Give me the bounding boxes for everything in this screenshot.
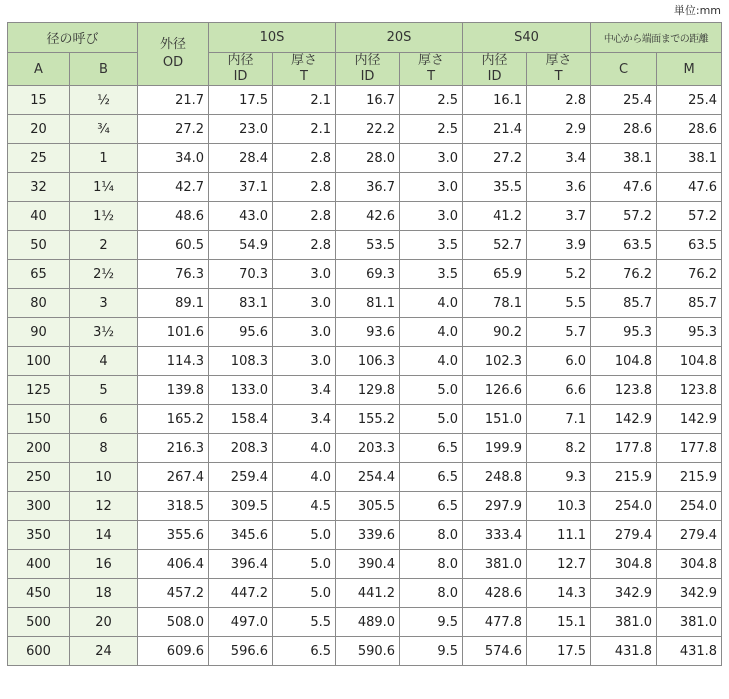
- cell-m: 63.5: [657, 231, 722, 260]
- cell-a: 15: [8, 86, 70, 115]
- cell-id-20s: 69.3: [336, 260, 400, 289]
- cell-id-s40: 65.9: [463, 260, 527, 289]
- cell-m: 431.8: [657, 637, 722, 666]
- cell-t-20s: 3.0: [400, 144, 463, 173]
- cell-id-10s: 447.2: [209, 579, 273, 608]
- cell-id-10s: 23.0: [209, 115, 273, 144]
- cell-t-20s: 6.5: [400, 463, 463, 492]
- cell-id-10s: 70.3: [209, 260, 273, 289]
- id-s40-header: 内径 ID: [463, 53, 527, 86]
- table-row: [8, 115, 722, 144]
- cell-id-20s: 254.4: [336, 463, 400, 492]
- cell-b: 14: [70, 521, 138, 550]
- cell-m: 123.8: [657, 376, 722, 405]
- cell-m: 381.0: [657, 608, 722, 637]
- cell-t-20s: 4.0: [400, 347, 463, 376]
- cell-od: 267.4: [138, 463, 209, 492]
- table-row: [8, 463, 722, 492]
- cell-t-s40: 17.5: [527, 637, 591, 666]
- cell-id-20s: 93.6: [336, 318, 400, 347]
- cell-t-s40: 14.3: [527, 579, 591, 608]
- cell-od: 216.3: [138, 434, 209, 463]
- cell-id-20s: 305.5: [336, 492, 400, 521]
- cell-od: 139.8: [138, 376, 209, 405]
- cell-b: ½: [70, 86, 138, 115]
- id-20s-header: 内径 ID: [336, 53, 400, 86]
- cell-id-s40: 248.8: [463, 463, 527, 492]
- table-header: [8, 23, 722, 86]
- cell-m: 47.6: [657, 173, 722, 202]
- cell-c: 431.8: [591, 637, 657, 666]
- cell-t-10s: 3.4: [273, 405, 336, 434]
- cell-id-10s: 133.0: [209, 376, 273, 405]
- cell-id-s40: 199.9: [463, 434, 527, 463]
- t-20s-header: 厚さ T: [400, 53, 463, 86]
- cell-id-20s: 155.2: [336, 405, 400, 434]
- cell-t-s40: 15.1: [527, 608, 591, 637]
- c-header: C: [591, 53, 657, 86]
- cell-b: 12: [70, 492, 138, 521]
- cell-t-s40: 6.0: [527, 347, 591, 376]
- cell-b: 20: [70, 608, 138, 637]
- cell-m: 254.0: [657, 492, 722, 521]
- cell-id-20s: 590.6: [336, 637, 400, 666]
- cell-t-10s: 3.0: [273, 260, 336, 289]
- cell-id-10s: 259.4: [209, 463, 273, 492]
- cell-t-10s: 2.1: [273, 115, 336, 144]
- cell-id-20s: 81.1: [336, 289, 400, 318]
- cell-t-s40: 2.9: [527, 115, 591, 144]
- table-row: [8, 289, 722, 318]
- od-label-en: OD: [162, 55, 184, 70]
- id-10s-header: 内径 ID: [209, 53, 273, 86]
- table-row: [8, 347, 722, 376]
- cell-b: 10: [70, 463, 138, 492]
- cell-id-10s: 95.6: [209, 318, 273, 347]
- cell-c: 95.3: [591, 318, 657, 347]
- cell-t-s40: 6.6: [527, 376, 591, 405]
- cell-t-20s: 9.5: [400, 608, 463, 637]
- cell-a: 200: [8, 434, 70, 463]
- schedule-10s-header: 10S: [209, 23, 336, 53]
- cell-id-10s: 309.5: [209, 492, 273, 521]
- cell-id-s40: 27.2: [463, 144, 527, 173]
- cell-a: 90: [8, 318, 70, 347]
- cell-id-10s: 345.6: [209, 521, 273, 550]
- cell-t-20s: 3.5: [400, 231, 463, 260]
- cell-m: 104.8: [657, 347, 722, 376]
- cell-t-s40: 9.3: [527, 463, 591, 492]
- cell-a: 65: [8, 260, 70, 289]
- cell-od: 89.1: [138, 289, 209, 318]
- table-row: [8, 608, 722, 637]
- cell-a: 500: [8, 608, 70, 637]
- cell-od: 76.3: [138, 260, 209, 289]
- cell-id-s40: 574.6: [463, 637, 527, 666]
- cell-od: 34.0: [138, 144, 209, 173]
- cell-t-20s: 6.5: [400, 434, 463, 463]
- cell-b: 1½: [70, 202, 138, 231]
- table-row: [8, 637, 722, 666]
- cell-id-20s: 53.5: [336, 231, 400, 260]
- od-label-jp: 外径: [160, 37, 187, 52]
- cell-c: 104.8: [591, 347, 657, 376]
- cell-c: 177.8: [591, 434, 657, 463]
- cell-od: 609.6: [138, 637, 209, 666]
- cell-od: 27.2: [138, 115, 209, 144]
- t-10s-header: 厚さ T: [273, 53, 336, 86]
- outer-diameter-header: [138, 23, 209, 86]
- table-row: [8, 318, 722, 347]
- cell-c: 142.9: [591, 405, 657, 434]
- cell-t-20s: 9.5: [400, 637, 463, 666]
- cell-t-20s: 3.5: [400, 260, 463, 289]
- cell-t-10s: 6.5: [273, 637, 336, 666]
- cell-c: 381.0: [591, 608, 657, 637]
- cell-t-20s: 4.0: [400, 289, 463, 318]
- cell-t-20s: 5.0: [400, 376, 463, 405]
- cell-t-s40: 3.6: [527, 173, 591, 202]
- cell-c: 279.4: [591, 521, 657, 550]
- cell-a: 400: [8, 550, 70, 579]
- table-body: [8, 86, 722, 666]
- cell-t-20s: 3.0: [400, 173, 463, 202]
- cell-c: 28.6: [591, 115, 657, 144]
- cell-b: 6: [70, 405, 138, 434]
- cell-t-20s: 5.0: [400, 405, 463, 434]
- cell-id-10s: 497.0: [209, 608, 273, 637]
- cell-od: 21.7: [138, 86, 209, 115]
- cell-a: 32: [8, 173, 70, 202]
- cell-od: 48.6: [138, 202, 209, 231]
- cell-t-10s: 5.0: [273, 550, 336, 579]
- cell-id-20s: 28.0: [336, 144, 400, 173]
- nominal-size-header: 径の呼び: [8, 23, 138, 53]
- cell-c: 57.2: [591, 202, 657, 231]
- cell-b: 2: [70, 231, 138, 260]
- cell-b: 2½: [70, 260, 138, 289]
- table-row: [8, 376, 722, 405]
- cell-t-s40: 3.4: [527, 144, 591, 173]
- cell-id-20s: 129.8: [336, 376, 400, 405]
- cell-m: 177.8: [657, 434, 722, 463]
- cell-t-20s: 8.0: [400, 550, 463, 579]
- cell-id-10s: 37.1: [209, 173, 273, 202]
- cell-id-10s: 54.9: [209, 231, 273, 260]
- cell-t-20s: 6.5: [400, 492, 463, 521]
- cell-id-s40: 297.9: [463, 492, 527, 521]
- cell-b: 16: [70, 550, 138, 579]
- cell-a: 450: [8, 579, 70, 608]
- cell-id-20s: 36.7: [336, 173, 400, 202]
- cell-id-10s: 43.0: [209, 202, 273, 231]
- cell-id-s40: 78.1: [463, 289, 527, 318]
- table-row: [8, 231, 722, 260]
- cell-c: 63.5: [591, 231, 657, 260]
- schedule-s40-header: S40: [463, 23, 591, 53]
- cell-a: 20: [8, 115, 70, 144]
- cell-c: 254.0: [591, 492, 657, 521]
- table-row: [8, 579, 722, 608]
- cell-t-10s: 5.0: [273, 579, 336, 608]
- cell-id-10s: 596.6: [209, 637, 273, 666]
- cell-id-s40: 333.4: [463, 521, 527, 550]
- cell-b: 3½: [70, 318, 138, 347]
- cell-t-20s: 2.5: [400, 86, 463, 115]
- cell-m: 279.4: [657, 521, 722, 550]
- cell-od: 165.2: [138, 405, 209, 434]
- cell-m: 342.9: [657, 579, 722, 608]
- cell-id-10s: 83.1: [209, 289, 273, 318]
- cell-id-20s: 339.6: [336, 521, 400, 550]
- cell-a: 350: [8, 521, 70, 550]
- cell-a: 25: [8, 144, 70, 173]
- cell-b: 3: [70, 289, 138, 318]
- cell-id-s40: 52.7: [463, 231, 527, 260]
- cell-m: 304.8: [657, 550, 722, 579]
- cell-t-10s: 2.1: [273, 86, 336, 115]
- cell-a: 300: [8, 492, 70, 521]
- cell-t-10s: 3.0: [273, 347, 336, 376]
- table-row: [8, 144, 722, 173]
- cell-m: 95.3: [657, 318, 722, 347]
- cell-t-10s: 4.5: [273, 492, 336, 521]
- cell-c: 38.1: [591, 144, 657, 173]
- cell-a: 150: [8, 405, 70, 434]
- cell-od: 406.4: [138, 550, 209, 579]
- cell-t-s40: 3.9: [527, 231, 591, 260]
- cell-c: 25.4: [591, 86, 657, 115]
- cell-t-s40: 5.7: [527, 318, 591, 347]
- cell-id-20s: 441.2: [336, 579, 400, 608]
- cell-t-20s: 8.0: [400, 521, 463, 550]
- table-row: [8, 434, 722, 463]
- cell-od: 355.6: [138, 521, 209, 550]
- cell-c: 76.2: [591, 260, 657, 289]
- cell-b: 4: [70, 347, 138, 376]
- cell-id-s40: 151.0: [463, 405, 527, 434]
- cell-od: 42.7: [138, 173, 209, 202]
- cell-t-10s: 4.0: [273, 434, 336, 463]
- cell-od: 101.6: [138, 318, 209, 347]
- cell-c: 85.7: [591, 289, 657, 318]
- cell-c: 47.6: [591, 173, 657, 202]
- cell-c: 215.9: [591, 463, 657, 492]
- cell-id-10s: 17.5: [209, 86, 273, 115]
- cell-t-10s: 2.8: [273, 202, 336, 231]
- cell-m: 38.1: [657, 144, 722, 173]
- cell-id-20s: 390.4: [336, 550, 400, 579]
- cell-t-10s: 4.0: [273, 463, 336, 492]
- table-row: [8, 173, 722, 202]
- cell-od: 457.2: [138, 579, 209, 608]
- cell-id-10s: 208.3: [209, 434, 273, 463]
- cell-t-10s: 2.8: [273, 173, 336, 202]
- cell-m: 76.2: [657, 260, 722, 289]
- cell-t-20s: 8.0: [400, 579, 463, 608]
- table-row: [8, 550, 722, 579]
- cell-od: 60.5: [138, 231, 209, 260]
- cell-b: ¾: [70, 115, 138, 144]
- cell-b: 18: [70, 579, 138, 608]
- cell-t-10s: 5.5: [273, 608, 336, 637]
- cell-b: 8: [70, 434, 138, 463]
- cell-b: 24: [70, 637, 138, 666]
- table-row: [8, 260, 722, 289]
- cell-t-s40: 10.3: [527, 492, 591, 521]
- cell-t-s40: 5.5: [527, 289, 591, 318]
- cell-m: 85.7: [657, 289, 722, 318]
- cell-id-20s: 42.6: [336, 202, 400, 231]
- a-header: A: [8, 53, 70, 86]
- cell-m: 25.4: [657, 86, 722, 115]
- cell-t-10s: 2.8: [273, 144, 336, 173]
- cell-id-20s: 16.7: [336, 86, 400, 115]
- cell-id-20s: 489.0: [336, 608, 400, 637]
- cell-t-20s: 4.0: [400, 318, 463, 347]
- cell-id-s40: 16.1: [463, 86, 527, 115]
- cell-c: 123.8: [591, 376, 657, 405]
- cell-m: 215.9: [657, 463, 722, 492]
- cell-a: 40: [8, 202, 70, 231]
- cell-t-10s: 3.0: [273, 318, 336, 347]
- cell-id-s40: 41.2: [463, 202, 527, 231]
- cell-id-s40: 126.6: [463, 376, 527, 405]
- cell-od: 318.5: [138, 492, 209, 521]
- cell-id-s40: 102.3: [463, 347, 527, 376]
- cell-m: 142.9: [657, 405, 722, 434]
- cell-t-10s: 3.4: [273, 376, 336, 405]
- cell-id-10s: 158.4: [209, 405, 273, 434]
- cell-t-s40: 8.2: [527, 434, 591, 463]
- cell-b: 1¼: [70, 173, 138, 202]
- cell-id-s40: 35.5: [463, 173, 527, 202]
- cell-m: 57.2: [657, 202, 722, 231]
- cell-t-s40: 5.2: [527, 260, 591, 289]
- table-row: [8, 202, 722, 231]
- cell-id-s40: 21.4: [463, 115, 527, 144]
- cell-t-20s: 3.0: [400, 202, 463, 231]
- cell-id-10s: 396.4: [209, 550, 273, 579]
- cell-id-s40: 381.0: [463, 550, 527, 579]
- cell-t-10s: 2.8: [273, 231, 336, 260]
- t-s40-header: 厚さ T: [527, 53, 591, 86]
- cell-a: 600: [8, 637, 70, 666]
- cell-t-10s: 5.0: [273, 521, 336, 550]
- cell-id-10s: 108.3: [209, 347, 273, 376]
- cell-id-s40: 477.8: [463, 608, 527, 637]
- cell-c: 304.8: [591, 550, 657, 579]
- cell-a: 80: [8, 289, 70, 318]
- table-row: [8, 86, 722, 115]
- cell-a: 100: [8, 347, 70, 376]
- cell-id-s40: 428.6: [463, 579, 527, 608]
- cell-id-20s: 106.3: [336, 347, 400, 376]
- table-row: [8, 492, 722, 521]
- cell-b: 1: [70, 144, 138, 173]
- cell-id-20s: 22.2: [336, 115, 400, 144]
- cell-od: 508.0: [138, 608, 209, 637]
- cell-id-20s: 203.3: [336, 434, 400, 463]
- cell-a: 250: [8, 463, 70, 492]
- cell-t-s40: 12.7: [527, 550, 591, 579]
- b-header: B: [70, 53, 138, 86]
- table-row: [8, 405, 722, 434]
- cell-b: 5: [70, 376, 138, 405]
- cell-t-s40: 3.7: [527, 202, 591, 231]
- schedule-20s-header: 20S: [336, 23, 463, 53]
- unit-label: 単位:mm: [673, 4, 721, 17]
- cell-t-s40: 2.8: [527, 86, 591, 115]
- cell-id-s40: 90.2: [463, 318, 527, 347]
- m-header: M: [657, 53, 722, 86]
- cell-a: 50: [8, 231, 70, 260]
- cell-a: 125: [8, 376, 70, 405]
- cell-t-s40: 11.1: [527, 521, 591, 550]
- cell-m: 28.6: [657, 115, 722, 144]
- table-row: [8, 521, 722, 550]
- cell-t-20s: 2.5: [400, 115, 463, 144]
- cell-c: 342.9: [591, 579, 657, 608]
- cell-t-10s: 3.0: [273, 289, 336, 318]
- center-to-end-header: 中心から端面までの距離: [591, 23, 722, 53]
- cell-t-s40: 7.1: [527, 405, 591, 434]
- cell-od: 114.3: [138, 347, 209, 376]
- cell-id-10s: 28.4: [209, 144, 273, 173]
- pipe-dimension-table: [7, 22, 722, 666]
